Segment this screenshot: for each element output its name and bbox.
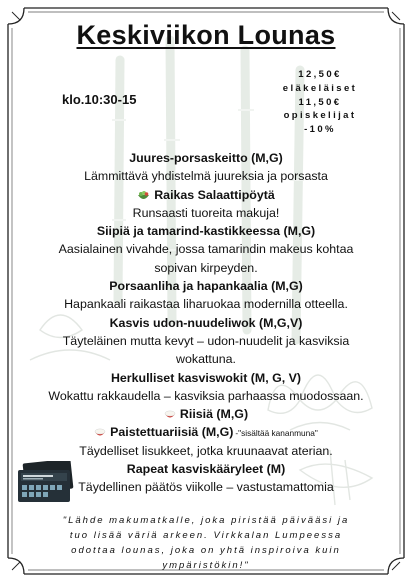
price-adult: 12,50€ bbox=[298, 69, 342, 80]
menu-description: wokattuna. bbox=[176, 352, 236, 367]
quote-line: odottaa lounas, joka on yhtä inspiroiva kuin bbox=[71, 545, 341, 556]
menu-description: sopivan kirpeyden. bbox=[154, 260, 258, 275]
menu-dish: Riisiä (M,G) bbox=[0, 405, 412, 423]
menu-list bbox=[0, 149, 412, 497]
menu-dish: Juures-porsaskeitto (M,G) bbox=[129, 151, 283, 165]
quote-line: "Lähde makumatkalle, joka piristää päivääsi ja bbox=[62, 515, 350, 526]
quote-line: ympäristökin!" bbox=[162, 560, 250, 571]
page-title: Keskiviikon Lounas bbox=[76, 20, 336, 50]
opening-hours: klo.10:30-15 bbox=[62, 92, 137, 107]
menu-description: Täydelliset lisukkeet, jotka kruunaavat aterian. bbox=[79, 443, 333, 458]
menu-description: Aasialainen vivahde, jossa tamarindin makeus kohtaa bbox=[58, 242, 354, 257]
menu-dish: Siipiä ja tamarind-kastikkeessa (M,G) bbox=[96, 224, 316, 239]
price-student-label: opiskelijat bbox=[283, 110, 357, 122]
menu-dish: Kasvis udon-nuudeliwok (M,G,V) bbox=[109, 315, 303, 330]
menu-dish: Rapeat kasviskääryleet (M) bbox=[126, 462, 286, 477]
menu-dish: Raikas Salaattipöytä bbox=[0, 186, 412, 204]
quote-line: tuo lisää väriä arkeen. Virkkalan Lumpeessa bbox=[69, 530, 343, 541]
menu-description: Runsaasti tuoreita makuja! bbox=[132, 205, 280, 220]
menu-description: Täydellinen päätös viikolle – vastustamattomia bbox=[78, 480, 334, 495]
menu-dish: Paistettuariisiä (M,G) -"sisältää kananmuna" bbox=[0, 423, 412, 441]
price-pensioner: 11,50€ bbox=[298, 96, 342, 108]
menu-dish: Herkulliset kasviswokit (M, G, V) bbox=[110, 370, 302, 385]
menu-description: Täyteläinen mutta kevyt – udon-nuudelit ja kasviksia bbox=[62, 333, 350, 348]
menu-dish: Porsaanliha ja hapankaalia (M,G) bbox=[109, 279, 303, 294]
menu-description: Hapankaali raikastaa liharuokaa modernilla otteella. bbox=[64, 297, 348, 312]
loyalty-card-image bbox=[18, 461, 74, 503]
price-list bbox=[272, 68, 368, 137]
price-student-discount: -10% bbox=[304, 124, 336, 136]
price-pensioner-label: eläkeläiset bbox=[282, 82, 358, 94]
closing-quote bbox=[0, 513, 412, 573]
menu-description: Wokattu rakkaudella – kasviksia parhaassa muodossaan. bbox=[48, 388, 364, 403]
allergen-note: -"sisältää kananmuna" bbox=[235, 428, 318, 439]
menu-description: Lämmittävä yhdistelmä juureksia ja porsasta bbox=[84, 169, 328, 184]
